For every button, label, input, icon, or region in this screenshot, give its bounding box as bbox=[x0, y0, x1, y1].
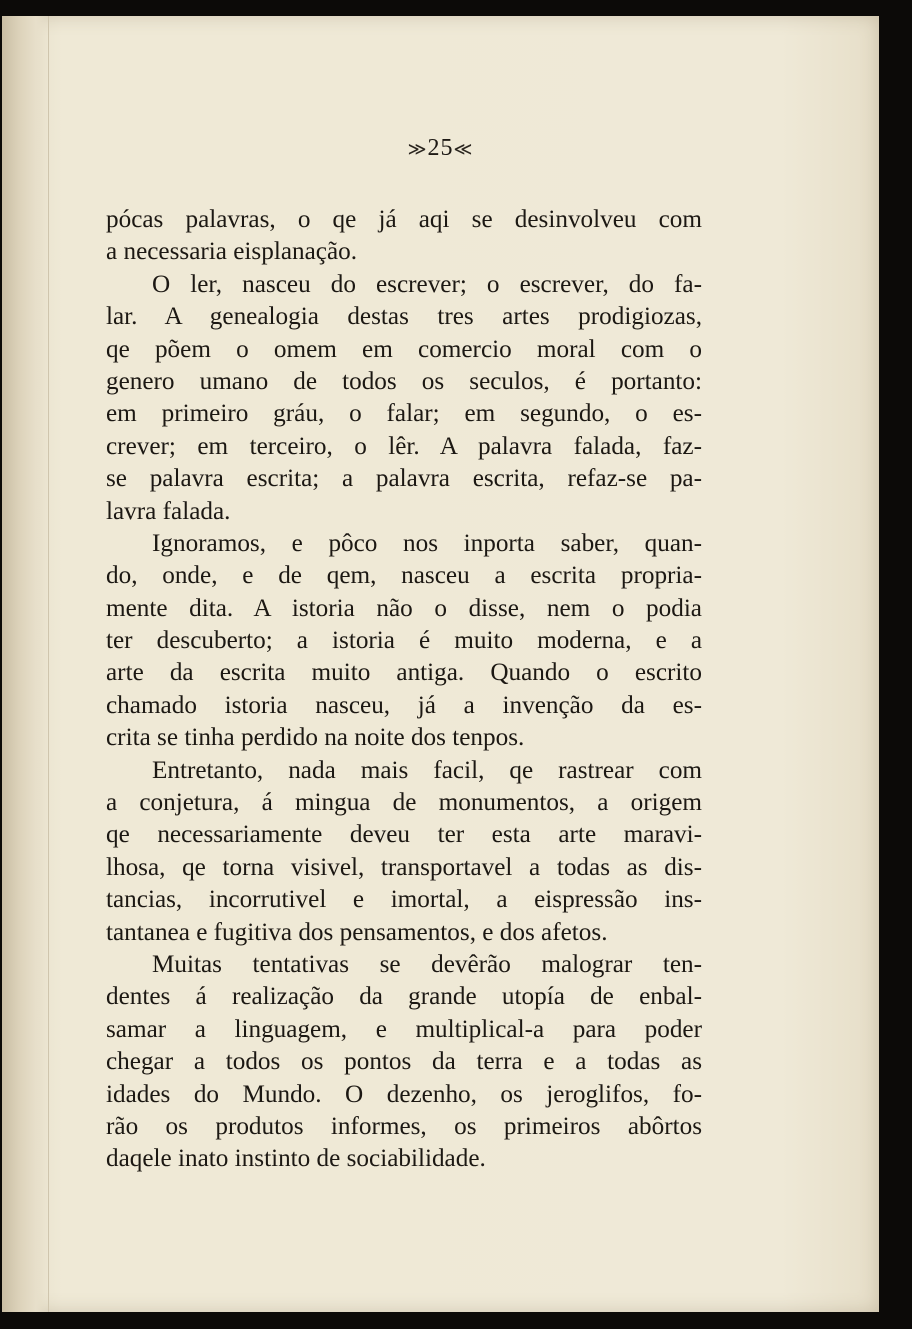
text-line: lar. A genealogia destas tres artes prodigiozas, bbox=[106, 303, 702, 331]
text-line: chamado istoria nasceu, já a invenção da es- bbox=[106, 691, 702, 719]
book-page bbox=[2, 16, 879, 1312]
text-line: lhosa, qe torna visivel, transportavel a todas as dis- bbox=[106, 853, 702, 881]
page-header bbox=[2, 135, 879, 162]
header-left-ornament: ≫ bbox=[407, 139, 428, 159]
text-line: Ignoramos, e pôco nos inporta saber, quan- bbox=[152, 529, 702, 557]
text-line: Muitas tentativas se devêrão malograr ten- bbox=[152, 950, 702, 978]
text-line: a necessaria eisplanação. bbox=[106, 238, 358, 266]
text-line: daqele inato instinto de sociabilidade. bbox=[106, 1145, 486, 1173]
text-line: idades do Mundo. O dezenho, os jeroglifos, fo- bbox=[106, 1080, 702, 1108]
text-line: ter descuberto; a istoria é muito moderna, e a bbox=[106, 627, 702, 655]
paragraph bbox=[106, 755, 702, 949]
text-line: tancias, incorrutivel e imortal, a eispressão ins- bbox=[106, 886, 702, 914]
text-line: do, onde, e de qem, nasceu a escrita propria- bbox=[106, 562, 702, 590]
text-line: Entretanto, nada mais facil, qe rastrear com bbox=[152, 756, 702, 784]
text-line: mente dita. A istoria não o disse, nem o podia bbox=[106, 594, 702, 622]
text-line: a conjetura, á mingua de monumentos, a origem bbox=[106, 789, 702, 817]
paragraph bbox=[106, 949, 702, 1176]
text-line: dentes á realização da grande utopía de enbal- bbox=[106, 983, 702, 1011]
text-line: genero umano de todos os seculos, é portanto: bbox=[106, 367, 702, 395]
text-line: arte da escrita muito antiga. Quando o escrito bbox=[106, 659, 702, 687]
text-line: tantanea e fugitiva dos pensamentos, e dos afetos. bbox=[106, 918, 608, 946]
text-line: O ler, nasceu do escrever; o escrever, do fa- bbox=[152, 270, 702, 298]
text-line: samar a linguagem, e multiplical-a para poder bbox=[106, 1015, 702, 1043]
text-line: chegar a todos os pontos da terra e a todas as bbox=[106, 1048, 702, 1076]
paragraph bbox=[106, 528, 702, 755]
text-line: crita se tinha perdido na noite dos tenpos. bbox=[106, 724, 525, 752]
page-number: 25 bbox=[427, 135, 454, 161]
page-gutter bbox=[2, 16, 49, 1312]
text-line: qe põem o omem em comercio moral com o bbox=[106, 335, 702, 363]
paragraph bbox=[106, 204, 702, 269]
text-line: qe necessariamente deveu ter esta arte maravi- bbox=[106, 821, 702, 849]
text-line: se palavra escrita; a palavra escrita, refaz-se pa- bbox=[106, 465, 702, 493]
text-line: pócas palavras, o qe já aqi se desinvolveu com bbox=[106, 206, 702, 233]
paragraph bbox=[106, 269, 702, 528]
text-line: rão os produtos informes, os primeiros abôrtos bbox=[106, 1112, 702, 1140]
text-line: crever; em terceiro, o lêr. A palavra falada, faz- bbox=[106, 432, 702, 460]
body-text bbox=[106, 204, 702, 1176]
header-right-ornament: ≪ bbox=[453, 139, 474, 159]
text-line: lavra falada. bbox=[106, 497, 231, 525]
text-line: em primeiro gráu, o falar; em segundo, o es- bbox=[106, 400, 702, 428]
